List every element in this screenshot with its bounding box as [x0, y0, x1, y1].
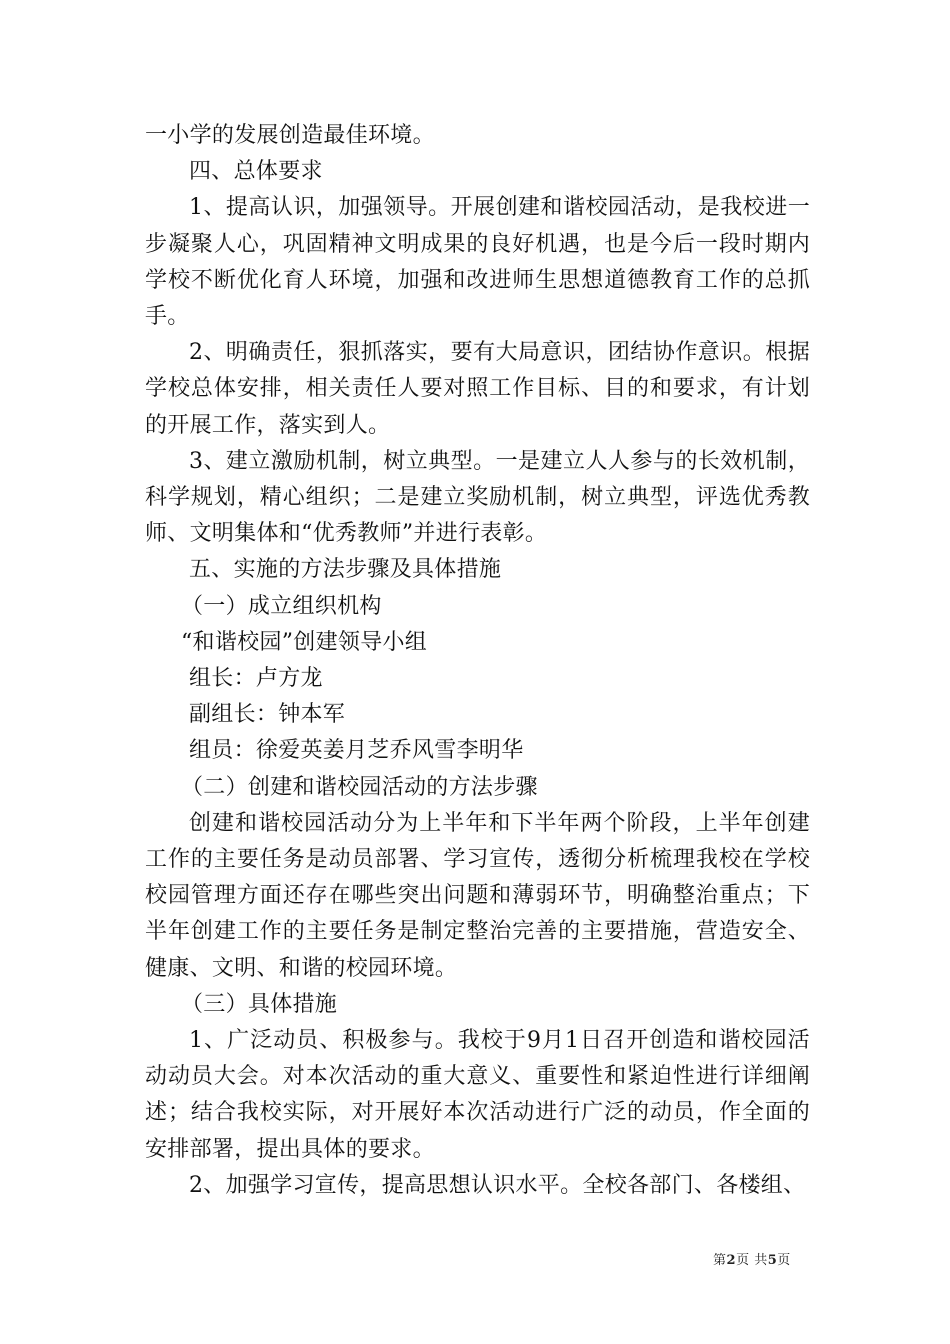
group-members: 组员：徐爱英姜月芝乔风雪李明华 [189, 738, 524, 764]
group-leader: 组长：卢方龙 [189, 666, 323, 692]
paragraph-measure-1: 1、广泛动员、积极参与。我校于9月1日召开创造和谐校园活动动员大会。对本次活动的重大意义、重要性和紧迫性进行详细阐述；结合我校实际，对开展好本次活动进行广泛的动员，作全面的安排部署，提出具体的要求。 [145, 1028, 810, 1162]
paragraph-continuation: 一小学的发展创造最佳环境。 [145, 123, 435, 148]
group-deputy: 副组长：钟本军 [189, 702, 346, 728]
document-body [145, 118, 810, 1204]
section-heading-4: 四、总体要求 [189, 159, 323, 185]
page-number-footer [713, 1249, 791, 1268]
subheading-1: （一）成立组织机构 [181, 593, 382, 619]
paragraph-requirement-1: 1、提高认识，加强领导。开展创建和谐校园活动，是我校进一步凝聚人心，巩固精神文明成果的良好机遇，也是今后一段时期内学校不断优化育人环境，加强和改进师生思想道德教育工作的总抓手。 [145, 195, 810, 330]
paragraph-requirement-3: 3、建立激励机制，树立典型。一是建立人人参与的长效机制，科学规划，精心组织；二是建立奖励机制，树立典型，评选优秀教师、文明集体和“优秀教师”并进行表彰。 [145, 448, 810, 547]
group-title: “和谐校园”创建领导小组 [181, 629, 428, 655]
footer-middle: 页 共 [736, 1253, 768, 1268]
footer-current-page: 2 [726, 1253, 737, 1268]
paragraph-steps: 创建和谐校园活动分为上半年和下半年两个阶段，上半年创建工作的主要任务是动员部署、学习宣传，透彻分析梳理我校在学校校园管理方面还存在哪些突出问题和薄弱环节，明确整治重点；下半年创建工作的主要任务是制定整治完善的主要措施，营造安全、健康、文明、和谐的校园环境。 [145, 810, 810, 981]
paragraph-measure-2: 2、加强学习宣传，提高思想认识水平。全校各部门、各楼组、 [189, 1172, 806, 1198]
footer-suffix: 页 [777, 1253, 791, 1268]
footer-total-pages: 5 [767, 1253, 778, 1268]
section-heading-5: 五、实施的方法步骤及具体措施 [189, 557, 502, 583]
footer-prefix: 第 [713, 1253, 727, 1268]
paragraph-requirement-2: 2、明确责任，狠抓落实，要有大局意识，团结协作意识。根据学校总体安排，相关责任人要对照工作目标、目的和要求，有计划的开展工作，落实到人。 [145, 340, 810, 438]
subheading-3: （三）具体措施 [181, 991, 338, 1017]
subheading-2: （二）创建和谐校园活动的方法步骤 [181, 774, 538, 800]
